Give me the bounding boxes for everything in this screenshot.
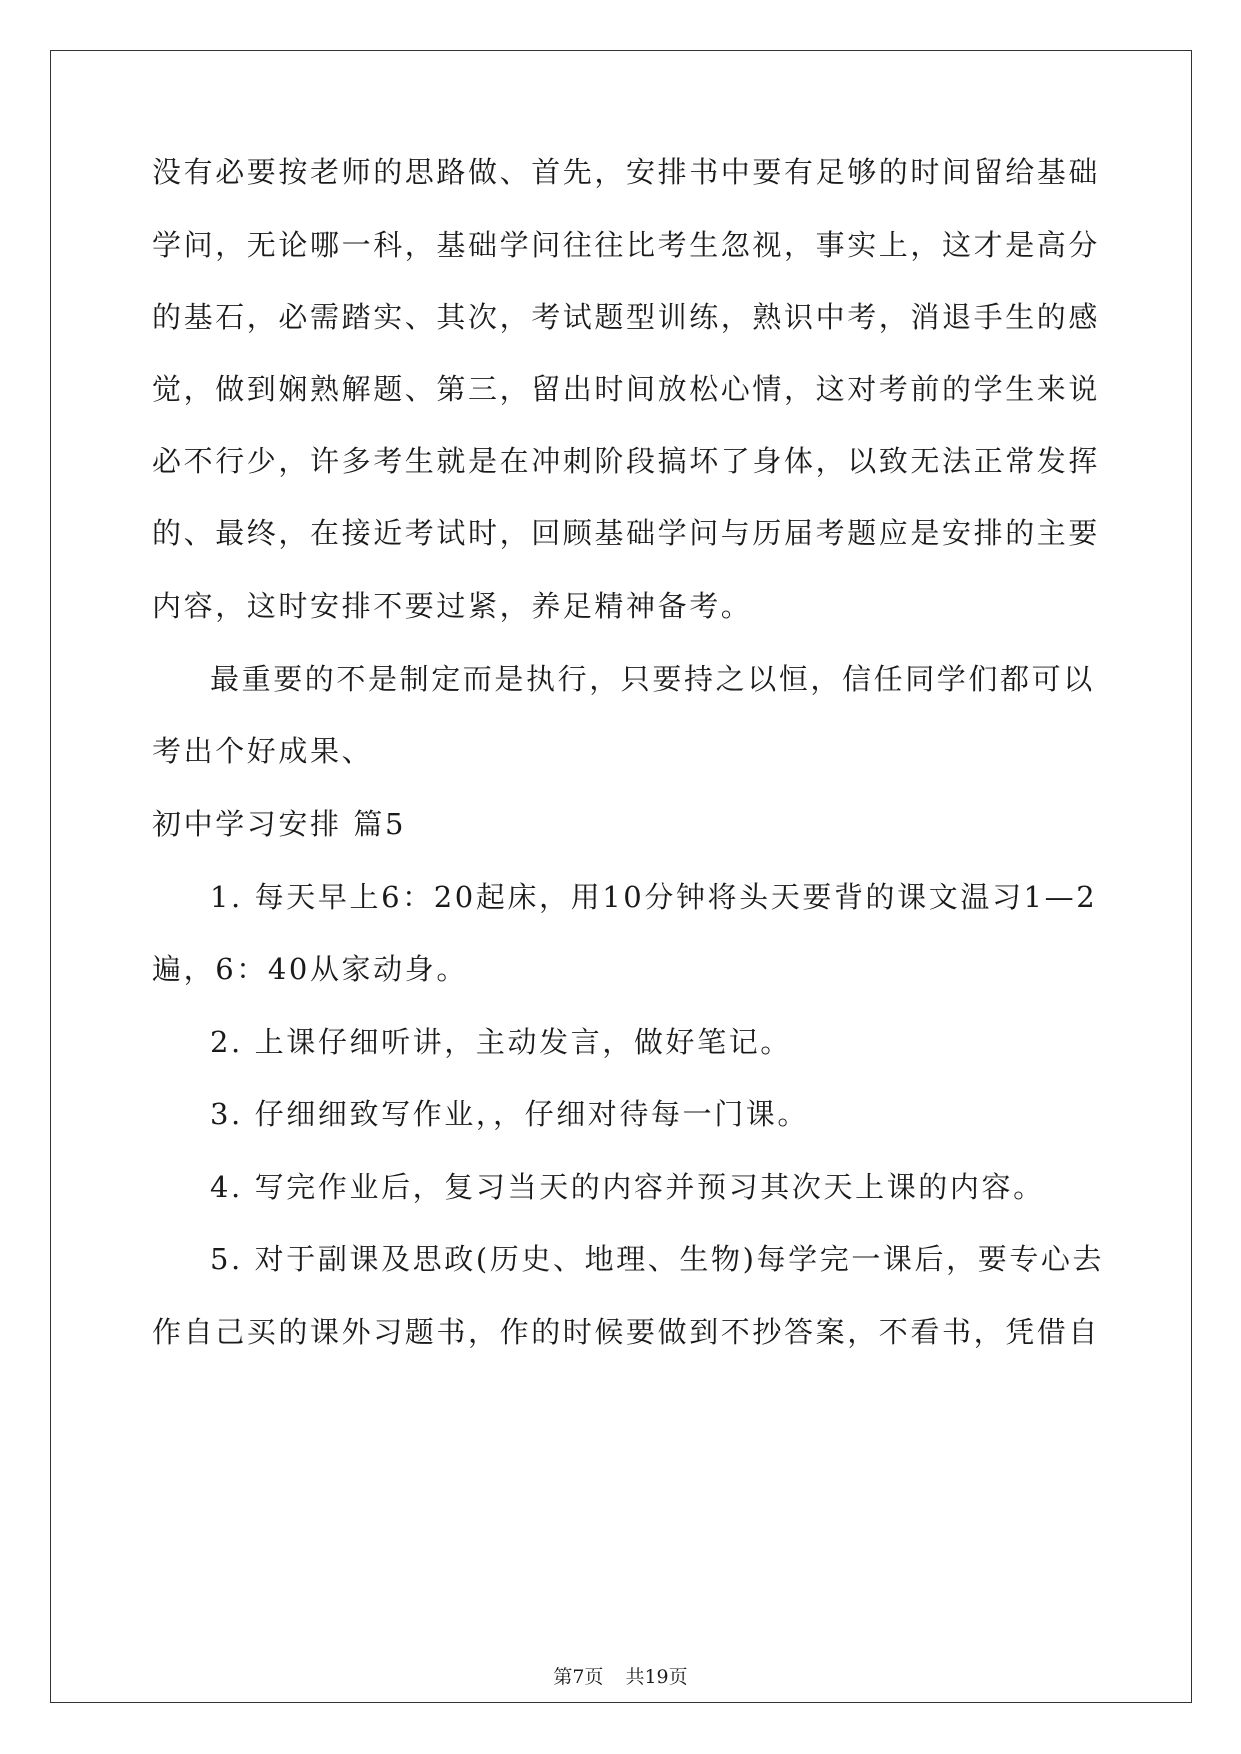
list-item-5-line-1: 5. 对于副课及思政(历史、地理、生物)每学完一课后，要专心去 [210,1242,1105,1276]
page-number: 第7页 [553,1666,604,1688]
body-line-1: 没有必要按老师的思路做、首先，安排书中要有足够的时间留给基础 [152,155,1101,189]
paragraph-line-2: 考出个好成果、 [152,734,374,768]
list-item-1-line-2: 遍，6：40从家动身。 [152,952,468,986]
body-line-7: 内容，这时安排不要过紧，养足精神备考。 [152,589,753,623]
section-heading: 初中学习安排 篇5 [152,807,407,841]
page-total: 共19页 [625,1666,688,1688]
list-item-1-line-1: 1. 每天早上6：20起床，用10分钟将头天要背的课文温习1—2 [210,880,1098,914]
body-line-5: 必不行少，许多考生就是在冲刺阶段搞坏了身体，以致无法正常发挥 [152,444,1101,478]
list-item-2: 2. 上课仔细听讲，主动发言，做好笔记。 [210,1025,792,1059]
body-line-6: 的、最终，在接近考试时，回顾基础学问与历届考题应是安排的主要 [152,516,1101,550]
body-line-4: 觉，做到娴熟解题、第三，留出时间放松心情，这对考前的学生来说 [152,372,1101,406]
body-line-3: 的基石，必需踏实、其次，考试题型训练，熟识中考，消退手生的感 [152,300,1101,334]
paragraph-line-1: 最重要的不是制定而是执行，只要持之以恒，信任同学们都可以 [210,662,1095,696]
page-footer [0,1665,1241,1689]
list-item-5-line-2: 作自己买的课外习题书，作的时候要做到不抄答案，不看书，凭借自 [152,1315,1101,1349]
body-line-2: 学问，无论哪一科，基础学问往往比考生忽视，事实上，这才是高分 [152,228,1101,262]
list-item-4: 4. 写完作业后，复习当天的内容并预习其次天上课的内容。 [210,1170,1045,1204]
list-item-3: 3. 仔细细致写作业，，仔细对待每一门课。 [210,1097,809,1131]
